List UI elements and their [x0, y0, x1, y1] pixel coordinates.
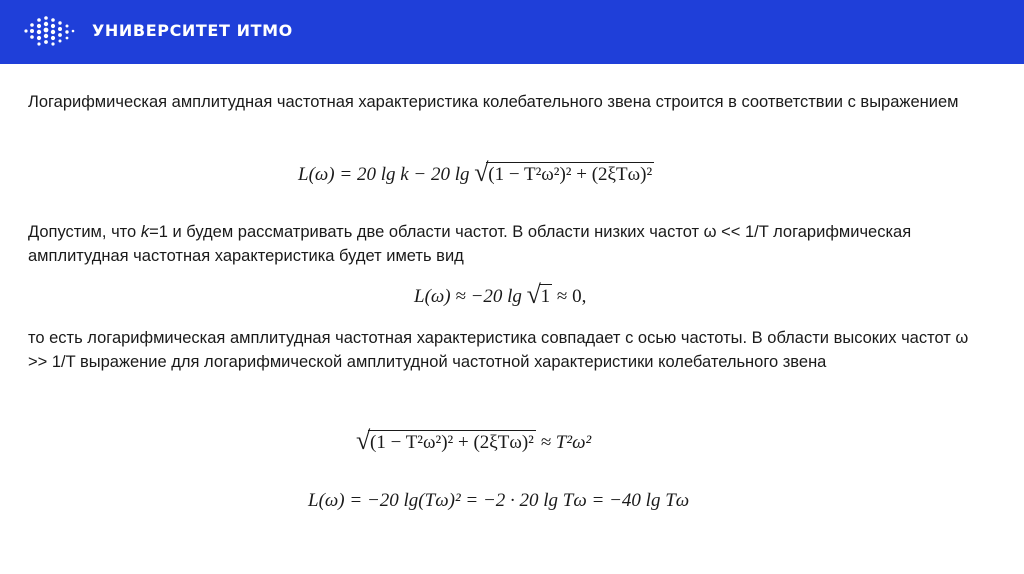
formula-low-freq: [414, 280, 587, 309]
low-frequency-text-end: =1 и будем рассматривать две области частот. В области низких частот ω << 1/T логарифмическая амплитудная частотная характеристика будет иметь вид: [28, 223, 912, 265]
formula-lah-lhs: L(ω) = 20 lg k − 20 lg: [298, 164, 470, 185]
header-bar: [0, 0, 1024, 64]
sqrt-symbol: √ 1: [526, 280, 551, 309]
itmo-logo-icon: [22, 14, 78, 48]
formula-low-freq-lhs: L(ω) ≈ −20 lg: [414, 286, 522, 307]
formula-high-freq-result: [308, 490, 689, 512]
low-frequency-paragraph: [28, 220, 988, 268]
formula-low-freq-rhs: ≈ 0,: [556, 286, 587, 307]
formula-high-freq-rhs: ≈ T²ω²: [540, 432, 592, 453]
k-variable: k: [140, 223, 150, 241]
formula-lah: [298, 158, 654, 187]
low-frequency-text-start: Допустим, что: [28, 223, 141, 241]
high-frequency-paragraph: то есть логарифмическая амплитудная частотная характеристика совпадает с осью частоты. В области высоких частот ω >> 1/T выражение для логарифмической амплитудной частотной характеристики колебательного звена: [28, 329, 969, 371]
formula-high-freq-approx: [356, 426, 592, 455]
intro-paragraph: Логарифмическая амплитудная частотная характеристика колебательного звена строится в соответствии с выражением: [28, 93, 959, 111]
formula-high-freq-result-text: L(ω) = −20 lg(Tω)² = −2 · 20 lg Tω = −40 lg Tω: [308, 490, 690, 511]
brand-title: УНИВЕРСИТЕТ ИТМО: [92, 21, 293, 40]
sqrt-symbol: √ (1 − T²ω²)² + (2ξTω)²: [474, 158, 653, 187]
formula-lah-radicand: (1 − T²ω²)² + (2ξTω)²: [488, 164, 653, 185]
formula-low-freq-radicand: 1: [540, 286, 551, 307]
formula-high-freq-radicand: (1 − T²ω²)² + (2ξTω)²: [370, 432, 534, 453]
sqrt-symbol: √ (1 − T²ω²)² + (2ξTω)²: [356, 426, 534, 455]
